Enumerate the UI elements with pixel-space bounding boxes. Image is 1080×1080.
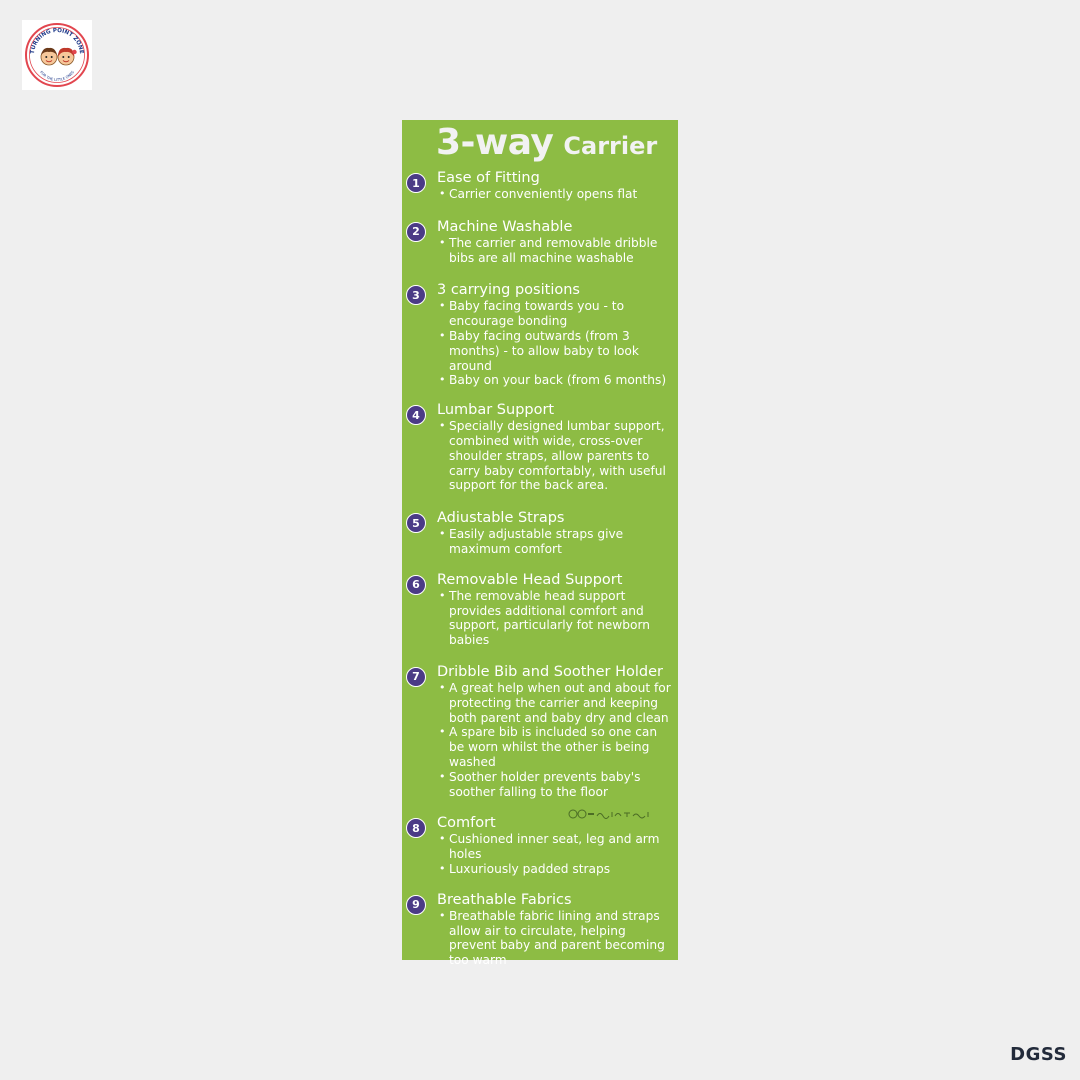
- bullet-dot-icon: •: [439, 725, 446, 739]
- title-3-way: 3-way: [436, 122, 554, 163]
- bullet-dot-icon: •: [439, 299, 446, 313]
- feature-bullets: [437, 832, 676, 876]
- bullet-text: Specially designed lumbar support, combined with wide, cross-over shoulder straps, allow parents to carry baby comfortably, with useful support for the back area.: [449, 419, 666, 493]
- feature-bullet: [437, 589, 676, 648]
- feature-title: Ease of Fitting: [437, 170, 540, 186]
- bullet-dot-icon: •: [439, 680, 446, 694]
- feature-section: [402, 282, 678, 388]
- number-badge: 9: [406, 895, 426, 915]
- number-badge: 6: [406, 575, 426, 595]
- feature-bullets: [437, 236, 676, 266]
- number-badge: 7: [406, 667, 426, 687]
- bullet-text: Carrier conveniently opens flat: [449, 187, 638, 201]
- product-feature-panel: [402, 120, 678, 968]
- bullet-text: Baby on your back (from 6 months): [449, 373, 667, 388]
- bullet-dot-icon: •: [439, 861, 446, 875]
- title-carrier: Carrier: [563, 132, 658, 160]
- feature-section: [402, 892, 678, 968]
- feature-section: [402, 510, 678, 557]
- feature-bullet: [437, 770, 676, 800]
- bullet-text: The carrier and removable dribble bibs are all machine washable: [449, 235, 658, 265]
- logo-ring-top-text: TURNING POINT ZONE: [29, 27, 85, 55]
- number-badge: 5: [406, 513, 426, 533]
- bullet-text: A great help when out and about for protecting the carrier and keeping both parent and baby dry and clean: [449, 680, 671, 725]
- feature-bullet: [437, 832, 676, 862]
- feature-bullets: [437, 589, 676, 648]
- feature-bullet: [437, 329, 676, 373]
- bullet-dot-icon: •: [439, 235, 446, 249]
- bullet-dot-icon: •: [439, 908, 446, 922]
- feature-bullet: [437, 236, 676, 266]
- feature-bullets: [437, 681, 676, 799]
- bullet-text: Cushioned inner seat, leg and arm holes: [449, 832, 660, 862]
- bullet-dot-icon: •: [439, 328, 446, 342]
- feature-bullets: [437, 419, 676, 493]
- feature-bullets: [437, 527, 676, 557]
- bullet-dot-icon: •: [439, 419, 446, 433]
- feature-section: [402, 664, 678, 799]
- feature-bullet: [437, 725, 676, 769]
- feature-bullet: [437, 373, 676, 388]
- feature-bullets: [437, 909, 676, 968]
- feature-bullet: [437, 299, 676, 329]
- bullet-text: Easily adjustable straps give maximum comfort: [449, 527, 624, 556]
- feature-title: Dribble Bib and Soother Holder: [437, 663, 664, 680]
- feature-list: [402, 170, 678, 968]
- feature-bullet: [437, 909, 676, 968]
- number-badge: 8: [406, 818, 426, 838]
- bullet-dot-icon: •: [439, 373, 446, 387]
- feature-bullet: [437, 681, 676, 725]
- watermark-text: DGSS: [1010, 1044, 1067, 1065]
- panel-title: [436, 122, 678, 170]
- brand-logo: [22, 20, 92, 90]
- number-badge: 4: [406, 405, 426, 425]
- feature-section: [402, 402, 678, 493]
- feature-bullet: [437, 527, 676, 557]
- bullet-text: Luxuriously padded straps: [449, 861, 611, 876]
- feature-title: Comfort: [437, 815, 496, 832]
- logo-ring-bottom-text: FOR THE LITTLE ONES: [39, 70, 75, 83]
- feature-section: [402, 572, 678, 648]
- feature-bullet: [437, 187, 676, 202]
- stamp-icon: [568, 809, 594, 819]
- bullet-text: Baby facing towards you - to encourage bonding: [449, 299, 625, 329]
- feature-section: [402, 170, 678, 202]
- bullet-dot-icon: •: [439, 527, 446, 541]
- stamp-script-mark: [596, 810, 652, 818]
- feature-bullet: [437, 419, 676, 493]
- bullet-text: Breathable fabric lining and straps allow air to circulate, helping prevent baby and parent becoming too warm: [449, 908, 665, 968]
- bullet-text: A spare bib is included so one can be worn whilst the other is being washed: [449, 725, 658, 769]
- bullet-dot-icon: •: [439, 588, 446, 602]
- number-badge: 1: [406, 173, 426, 193]
- boy-girl-faces-icon: [24, 22, 90, 88]
- feature-bullet: [437, 862, 676, 877]
- feature-section: [402, 815, 678, 876]
- feature-title: Machine Washable: [437, 218, 573, 235]
- feature-title: Breathable Fabrics: [437, 891, 572, 908]
- feature-title: Adiustable Straps: [437, 510, 565, 527]
- feature-bullets: [437, 299, 676, 388]
- feature-title: 3 carrying positions: [437, 282, 580, 299]
- bullet-dot-icon: •: [439, 187, 446, 200]
- feature-section: [402, 219, 678, 266]
- bullet-dot-icon: •: [439, 832, 446, 846]
- feature-title: Lumbar Support: [437, 402, 555, 419]
- number-badge: 2: [406, 222, 426, 242]
- feature-bullets: [437, 187, 676, 202]
- bullet-dot-icon: •: [439, 769, 446, 783]
- bullet-text: The removable head support provides additional comfort and support, particularly fot newborn babies: [449, 588, 650, 648]
- panel-stamp-mark: [568, 806, 654, 822]
- feature-title: Removable Head Support: [437, 571, 623, 588]
- bullet-text: Soother holder prevents baby's soother falling to the floor: [449, 769, 641, 799]
- number-badge: 3: [406, 285, 426, 305]
- bullet-text: Baby facing outwards (from 3 months) - to allow baby to look around: [449, 328, 639, 373]
